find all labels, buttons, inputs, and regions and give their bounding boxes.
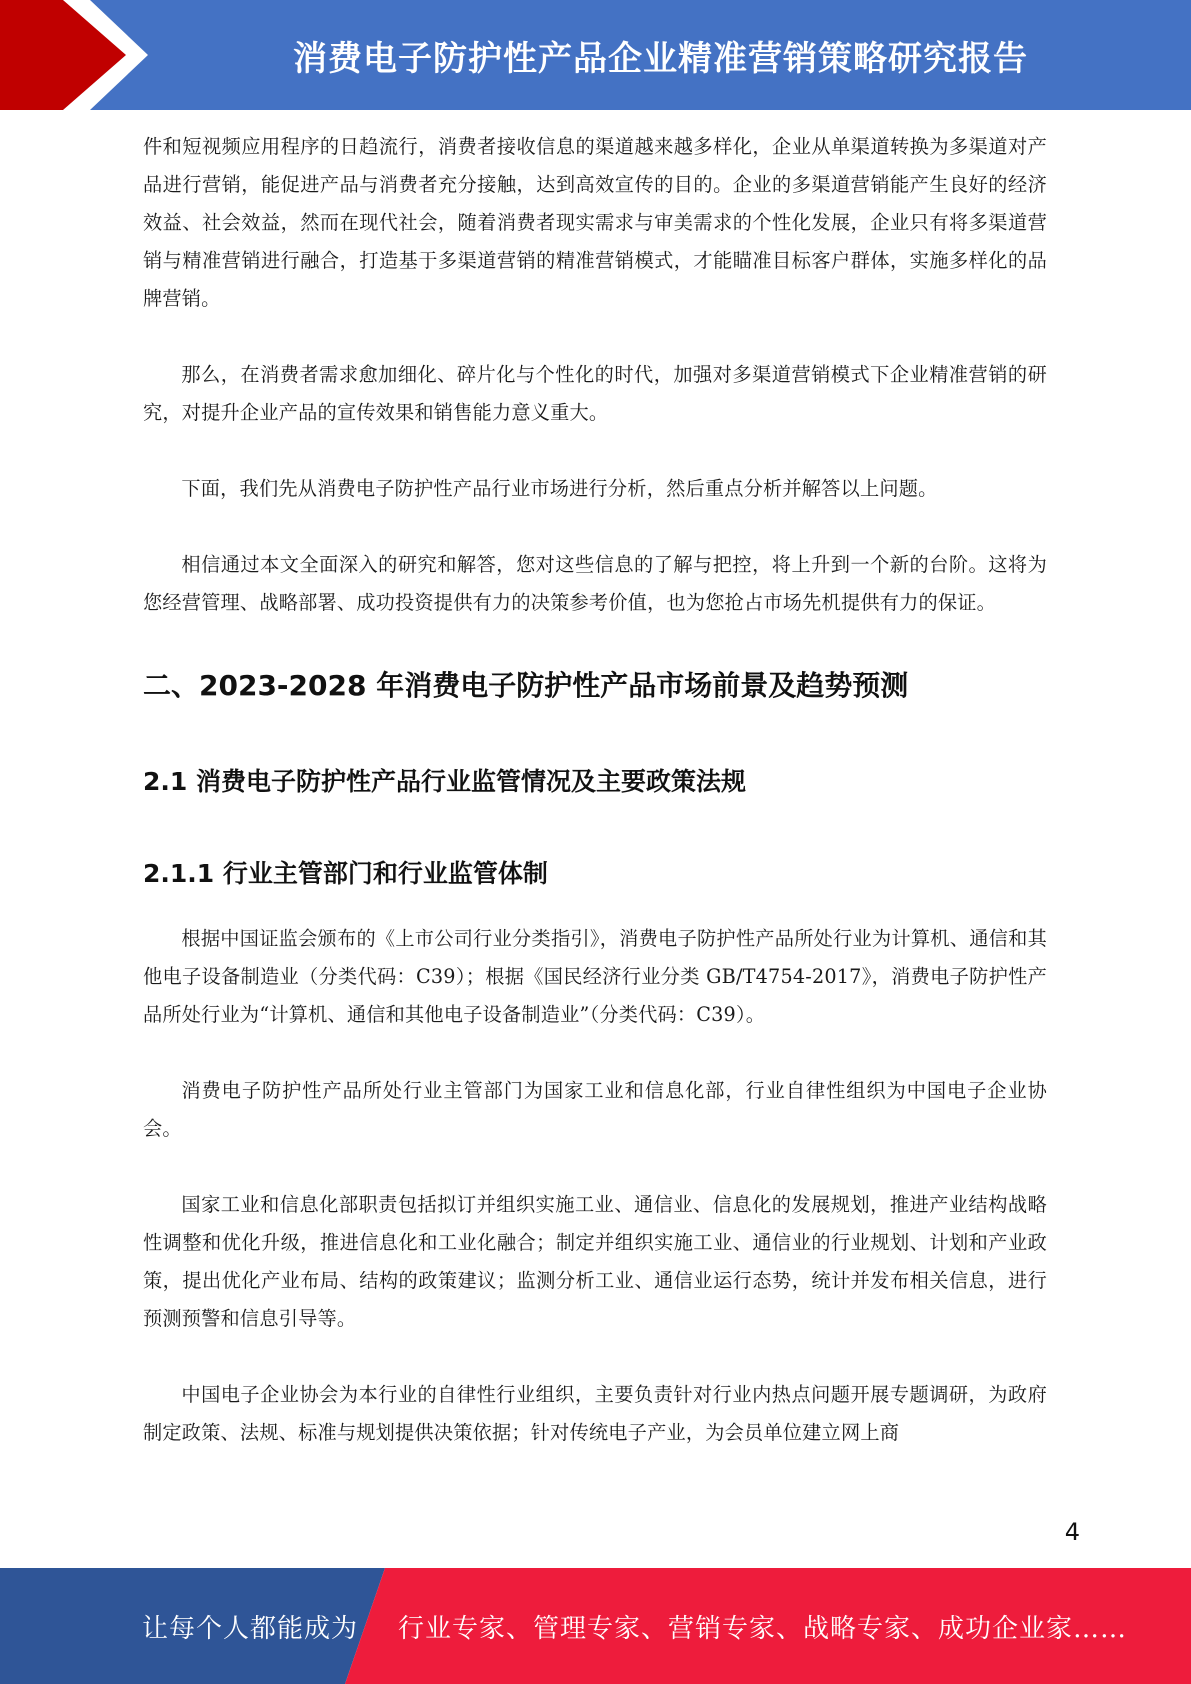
page-footer: [0, 1568, 1191, 1684]
header-title: 消费电子防护性产品企业精准营销策略研究报告: [293, 38, 1028, 79]
paragraph: 国家工业和信息化部职责包括拟订并组织实施工业、通信业、信息化的发展规划，推进产业结构战略性调整和优化升级，推进信息化和工业化融合；制定并组织实施工业、通信业的行业规划、计划和产业政策，提出优化产业布局、结构的政策建议；监测分析工业、通信业运行态势，统计并发布相关信息，进行预测预警和信息引导等。: [143, 1193, 1047, 1330]
page-header: [0, 0, 1191, 110]
subsubsection-heading: 2.1.1 行业主管部门和行业监管体制: [143, 859, 548, 888]
paragraph: 件和短视频应用程序的日趋流行，消费者接收信息的渠道越来越多样化，企业从单渠道转换为多渠道对产品进行营销，能促进产品与消费者充分接触，达到高效宣传的目的。企业的多渠道营销能产生良好的经济效益、社会效益，然而在现代社会，随着消费者现实需求与审美需求的个性化发展，企业只有将多渠道营销与精准营销进行融合，打造基于多渠道营销的精准营销模式，才能瞄准目标客户群体，实施多样化的品牌营销。: [143, 135, 1047, 310]
paragraph: 中国电子企业协会为本行业的自律性行业组织，主要负责针对行业内热点问题开展专题调研，为政府制定政策、法规、标准与规划提供决策依据；针对传统电子产业，为会员单位建立网上商: [143, 1383, 1047, 1444]
section-heading: 二、2023-2028 年消费电子防护性产品市场前景及趋势预测: [143, 669, 909, 702]
footer-slogan-left: 让每个人都能成为: [142, 1613, 359, 1644]
paragraph: 消费电子防护性产品所处行业主管部门为国家工业和信息化部，行业自律性组织为中国电子企业协会。: [143, 1079, 1047, 1140]
footer-slogan-right: 行业专家、管理专家、营销专家、战略专家、成功企业家……: [398, 1613, 1128, 1644]
paragraph: 下面，我们先从消费电子防护性产品行业市场进行分析，然后重点分析并解答以上问题。: [181, 477, 938, 500]
subsection-heading: 2.1 消费电子防护性产品行业监管情况及主要政策法规: [143, 767, 746, 796]
paragraph: 根据中国证监会颁布的《上市公司行业分类指引》，消费电子防护性产品所处行业为计算机、通信和其他电子设备制造业（分类代码：C39）；根据《国民经济行业分类 GB/T4754-2017》，消费电子防护性产品所处行业为“计算机、通信和其他电子设备制造业”（分类代码：C39）。: [143, 927, 1047, 1026]
page-number: 4: [1064, 1518, 1080, 1546]
paragraph: 那么，在消费者需求愈加细化、碎片化与个性化的时代，加强对多渠道营销模式下企业精准营销的研究，对提升企业产品的宣传效果和销售能力意义重大。: [143, 363, 1047, 424]
paragraph: 相信通过本文全面深入的研究和解答，您对这些信息的了解与把控，将上升到一个新的台阶。这将为您经营管理、战略部署、成功投资提供有力的决策参考价值，也为您抢占市场先机提供有力的保证。: [143, 553, 1047, 614]
document-body: [143, 128, 1047, 1452]
